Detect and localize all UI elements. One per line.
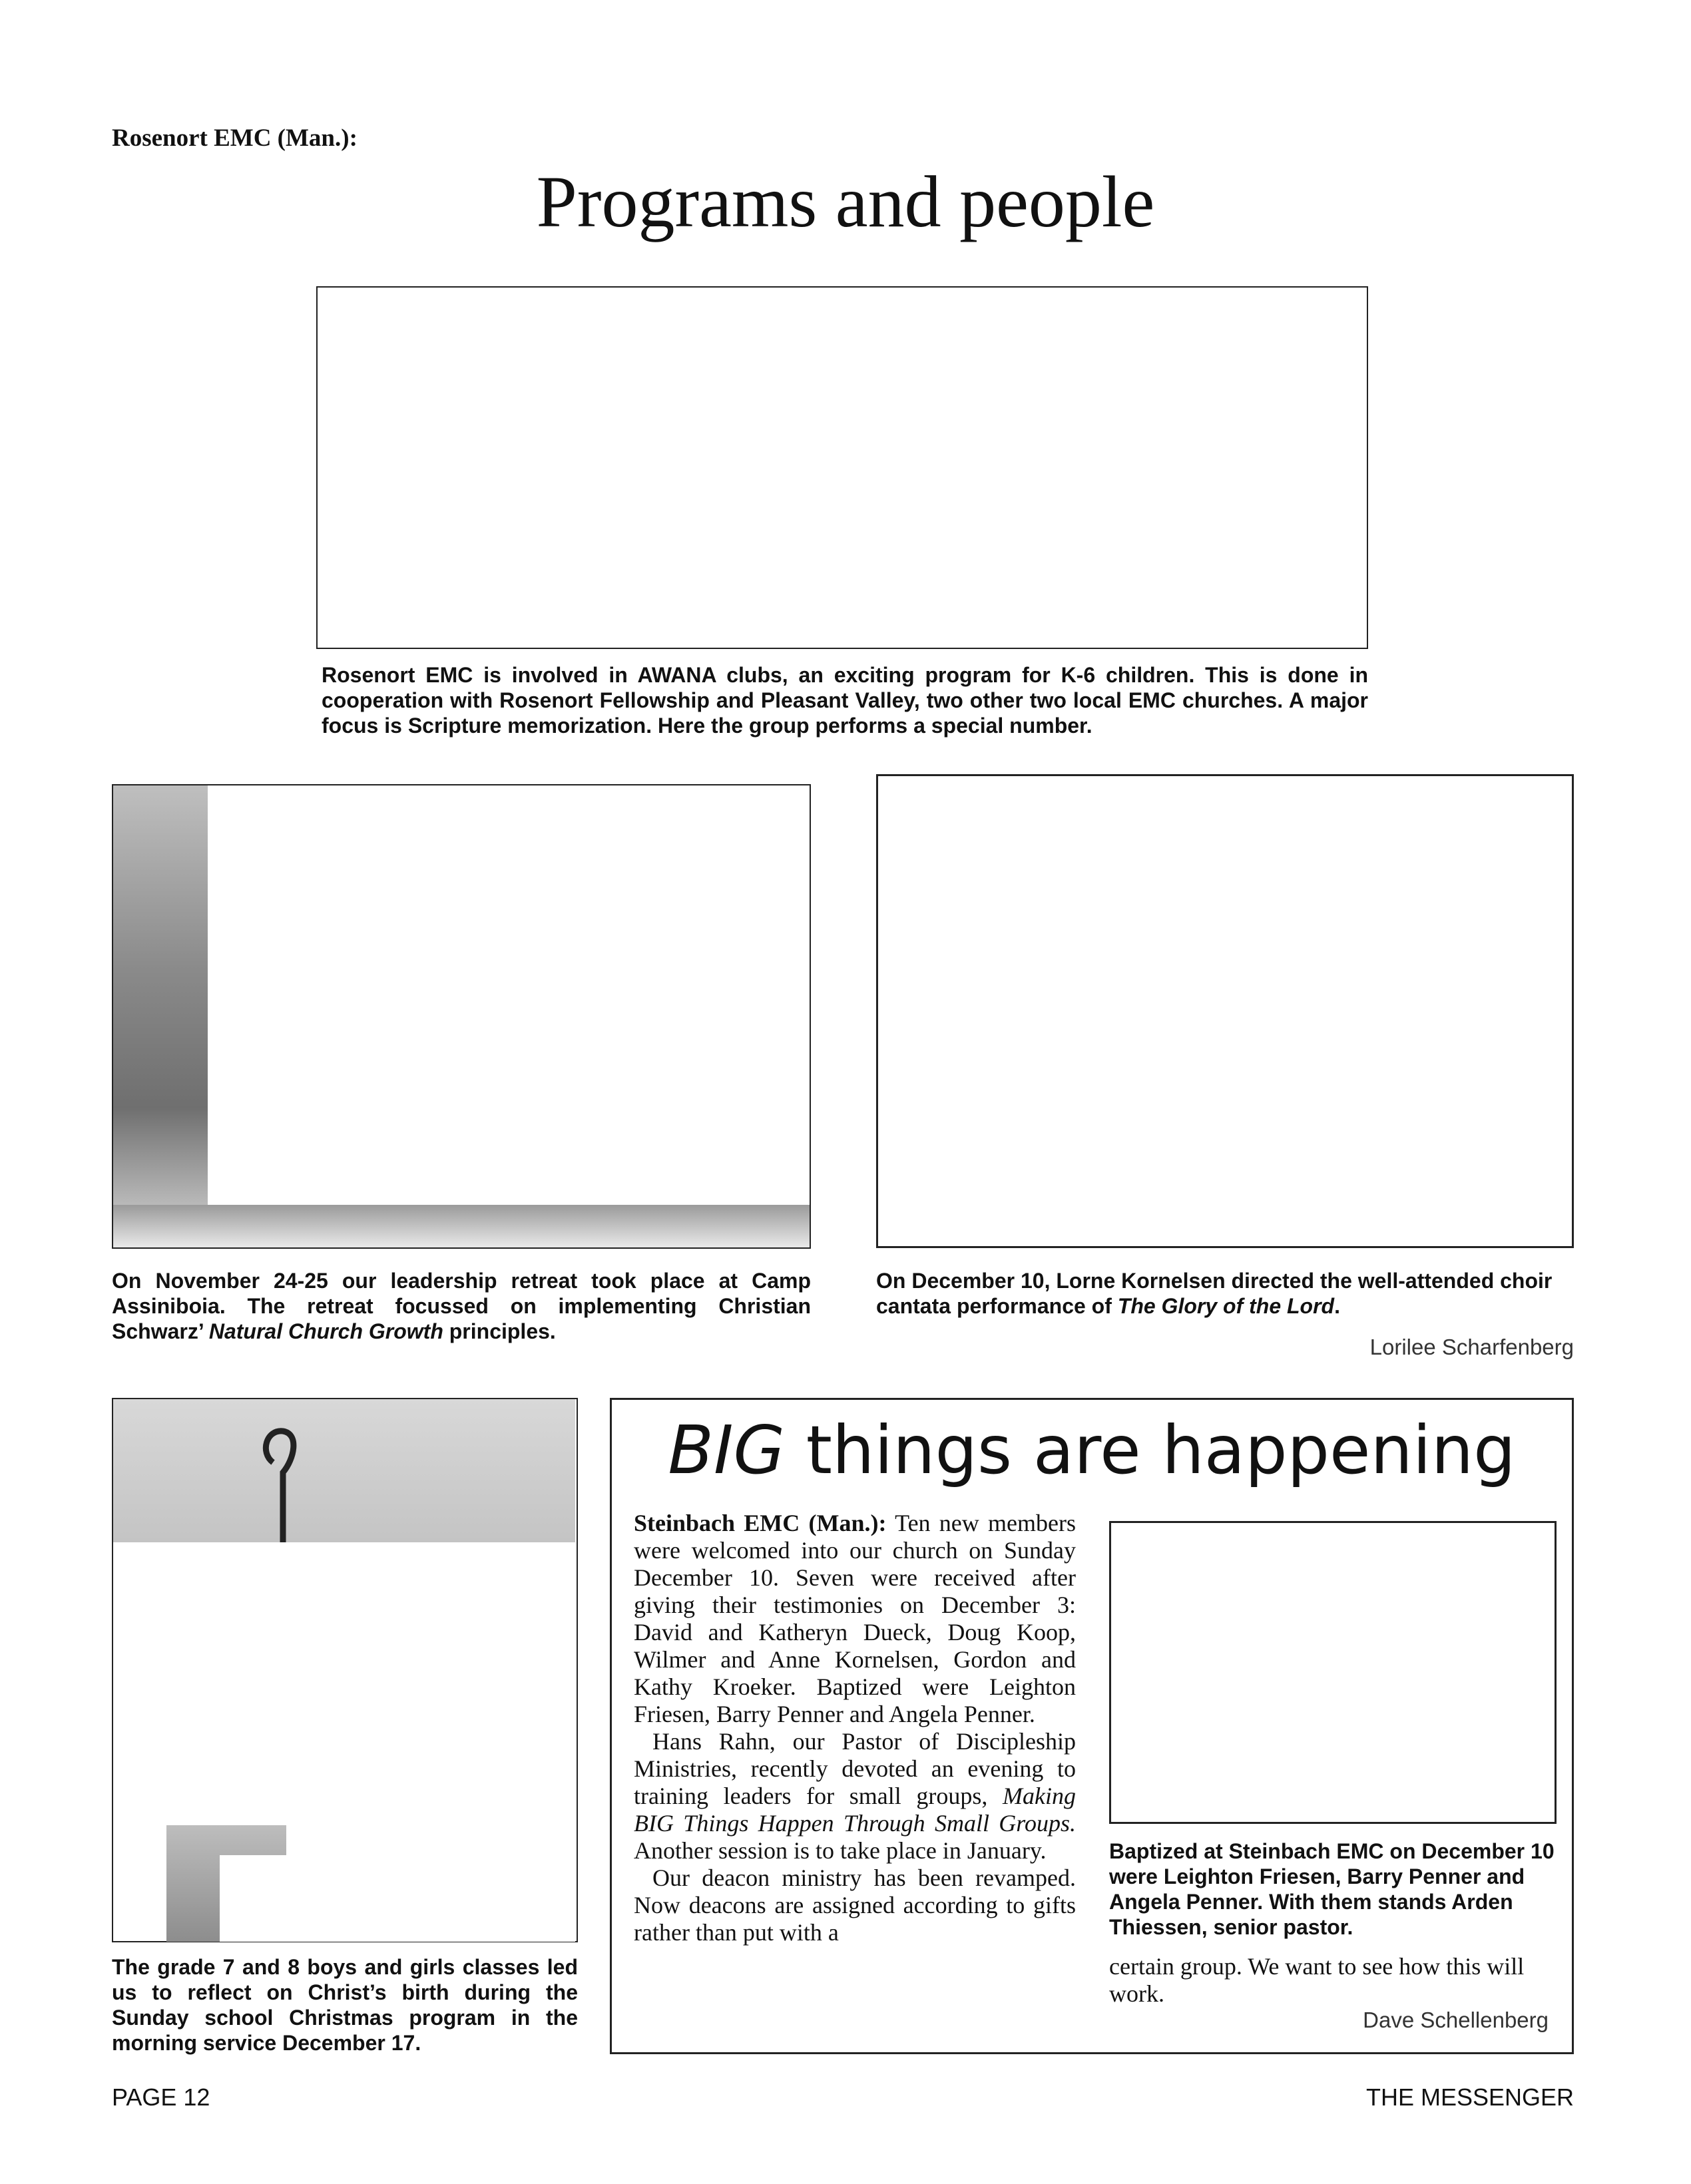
christmas-photo-blank: [220, 1855, 575, 1942]
retreat-photo-left-strip: [113, 785, 208, 1246]
retreat-photo-blank: [208, 785, 714, 1205]
choir-caption-text: On December 10, Lorne Kornelsen directed the well-attended choir cantata performance of: [876, 1269, 1553, 1318]
page-headline: Programs and people: [536, 161, 1155, 242]
retreat-photo-bottom-strip: [113, 1205, 810, 1247]
big-story-paragraph-1: Ten new members were welcomed into our church on Sunday December 10. Seven were received after giving their testimonies on December 3: David and Katheryn Dueck, Doug Koop, Wilmer and Anne Kornelsen, Gordon and Kathy Kroeker. Baptized were Leighton Friesen, Barry Penner and Angela Penner.: [634, 1510, 1076, 1727]
shepherd-crook-icon: [253, 1426, 306, 1546]
choir-caption: [876, 1268, 1574, 1319]
big-story-title-big: BIG: [668, 1411, 786, 1489]
baptism-photo: [1109, 1521, 1557, 1824]
publication-name: THE MESSENGER: [1365, 2083, 1574, 2111]
baptism-caption: Baptized at Steinbach EMC on December 10 were Leighton Friesen, Barry Penner and Angela Penner. With them stands Arden Thiessen, senior pastor.: [1109, 1839, 1555, 1939]
big-story-paragraph-2-title: Making BIG Things Happen Through Small Groups.: [634, 1783, 1076, 1837]
big-story-credit: Dave Schellenberg: [1363, 2008, 1549, 2032]
page-number: PAGE 12: [112, 2083, 210, 2111]
retreat-caption-end: principles.: [443, 1319, 556, 1343]
big-story-paragraph-3: Our deacon ministry has been revamped. Now deacons are assigned according to gifts rather than put with a: [634, 1864, 1076, 1946]
choir-photo: [876, 774, 1574, 1248]
christmas-photo-top-strip: [113, 1399, 575, 1542]
awana-photo: [316, 286, 1368, 649]
choir-photo-credit: Lorilee Scharfenberg: [1369, 1335, 1574, 1359]
big-story-paragraph-2: Hans Rahn, our Pastor of Discipleship Ministries, recently devoted an evening to training leaders for small groups,: [634, 1728, 1076, 1809]
awana-caption: Rosenort EMC is involved in AWANA clubs, an exciting program for K-6 children. This is done in cooperation with Rosenort Fellowship and Pleasant Valley, two other two local EMC churches. A major focus is Scripture memorization. Here the group performs a special number.: [322, 663, 1368, 738]
big-story-paragraph-2-end: Another session is to take place in January.: [634, 1837, 1047, 1864]
christmas-photo: [112, 1398, 578, 1942]
big-story-column-right: certain group. We want to see how this will work.: [1109, 1953, 1525, 2007]
choir-caption-title: The Glory of the Lord: [1117, 1294, 1335, 1318]
big-story-title: [612, 1411, 1571, 1489]
big-story-column-left: [634, 1510, 1076, 1946]
retreat-photo: [112, 784, 811, 1249]
retreat-caption: [112, 1268, 811, 1344]
section-kicker: Rosenort EMC (Man.):: [112, 124, 358, 152]
big-story-title-rest: things are happening: [785, 1411, 1516, 1489]
retreat-caption-text: On November 24-25 our leadership retreat took place at Camp Assiniboia. The retreat focussed on implementing Christian Schwarz’: [112, 1269, 811, 1343]
choir-caption-end: .: [1334, 1294, 1340, 1318]
christmas-caption: The grade 7 and 8 boys and girls classes led us to reflect on Christ’s birth during the Sunday school Christmas program in the morning service December 17.: [112, 1955, 578, 2055]
retreat-caption-title: Natural Church Growth: [208, 1319, 443, 1343]
big-story-lead: Steinbach EMC (Man.):: [634, 1510, 887, 1536]
